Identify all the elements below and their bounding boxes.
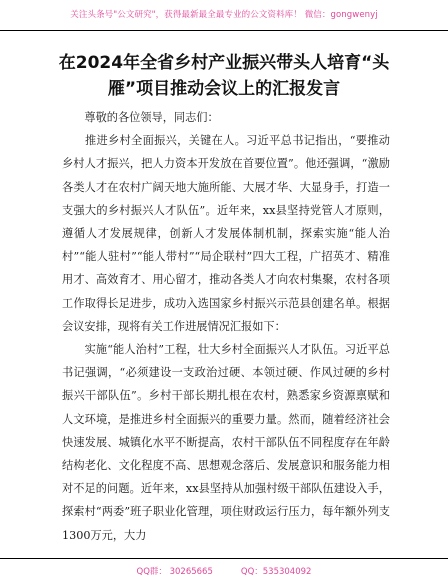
salutation: 尊敬的各位领导，同志们： (62, 111, 219, 124)
header-divider (0, 30, 448, 31)
footer-contact (0, 565, 448, 577)
paragraph-2: 实施“能人治村”工程，壮大乡村全面振兴人才队伍。习近平总书记强调，“必须建设一支政治过硬、本领过硬、作风过硬的乡村振兴干部队伍”。乡村干部长期扎根在农村，熟悉家乡资源禀赋和人文环境，是推进乡村全面振兴的重要力量。然而，随着经济社会快速发展、城镇化水平不断提高，农村干部队伍不同程度存在年龄结构老化、文化程度不高、思想观念落后、发展意识和服务能力相对不足的问题。近年来，xx县坚持从加强村级干部队伍建设入手，探索村“两委”班子职业化管理，项住财政运行压力，每年额外列支1300万元，大力 (62, 343, 390, 542)
footer-qq: QQ：535304092 (240, 567, 312, 577)
footer-divider (0, 558, 448, 559)
document-title: 在2024年全省乡村产业振兴带头人培育“头雁”项目推动会议上的汇报发言 (58, 53, 390, 99)
paragraph-1: 推进乡村全面振兴，关键在人。习近平总书记指出，“要推动乡村人才振兴，把人力资本开发放在首要位置”。他还强调，“激励各类人才在农村广阔天地大施所能、大展才华、大显身手，打造一支强大的乡村振兴人才队伍”。近年来，xx县坚持党管人才原则，遵循人才发展规律，创新人才发展体制机制，探索实施“能人治村”“能人驻村”“能人带村”“局企联村”四大工程，广招英才、精准用才、高效育才、用心留才，推动各类人才向农村集聚，农村各项工作取得长足进步，成功入选国家乡村振兴示范县创建名单。根据会议安排，现将有关工作进展情况汇报如下： (62, 134, 390, 333)
header-banner: 关注头条号"公文研究"，获得最新最全最专业的公文资料库！ 微信：gongwenyj (70, 10, 378, 20)
document-body (62, 106, 390, 547)
footer-qq-group: QQ群： 30265665 (136, 567, 213, 577)
